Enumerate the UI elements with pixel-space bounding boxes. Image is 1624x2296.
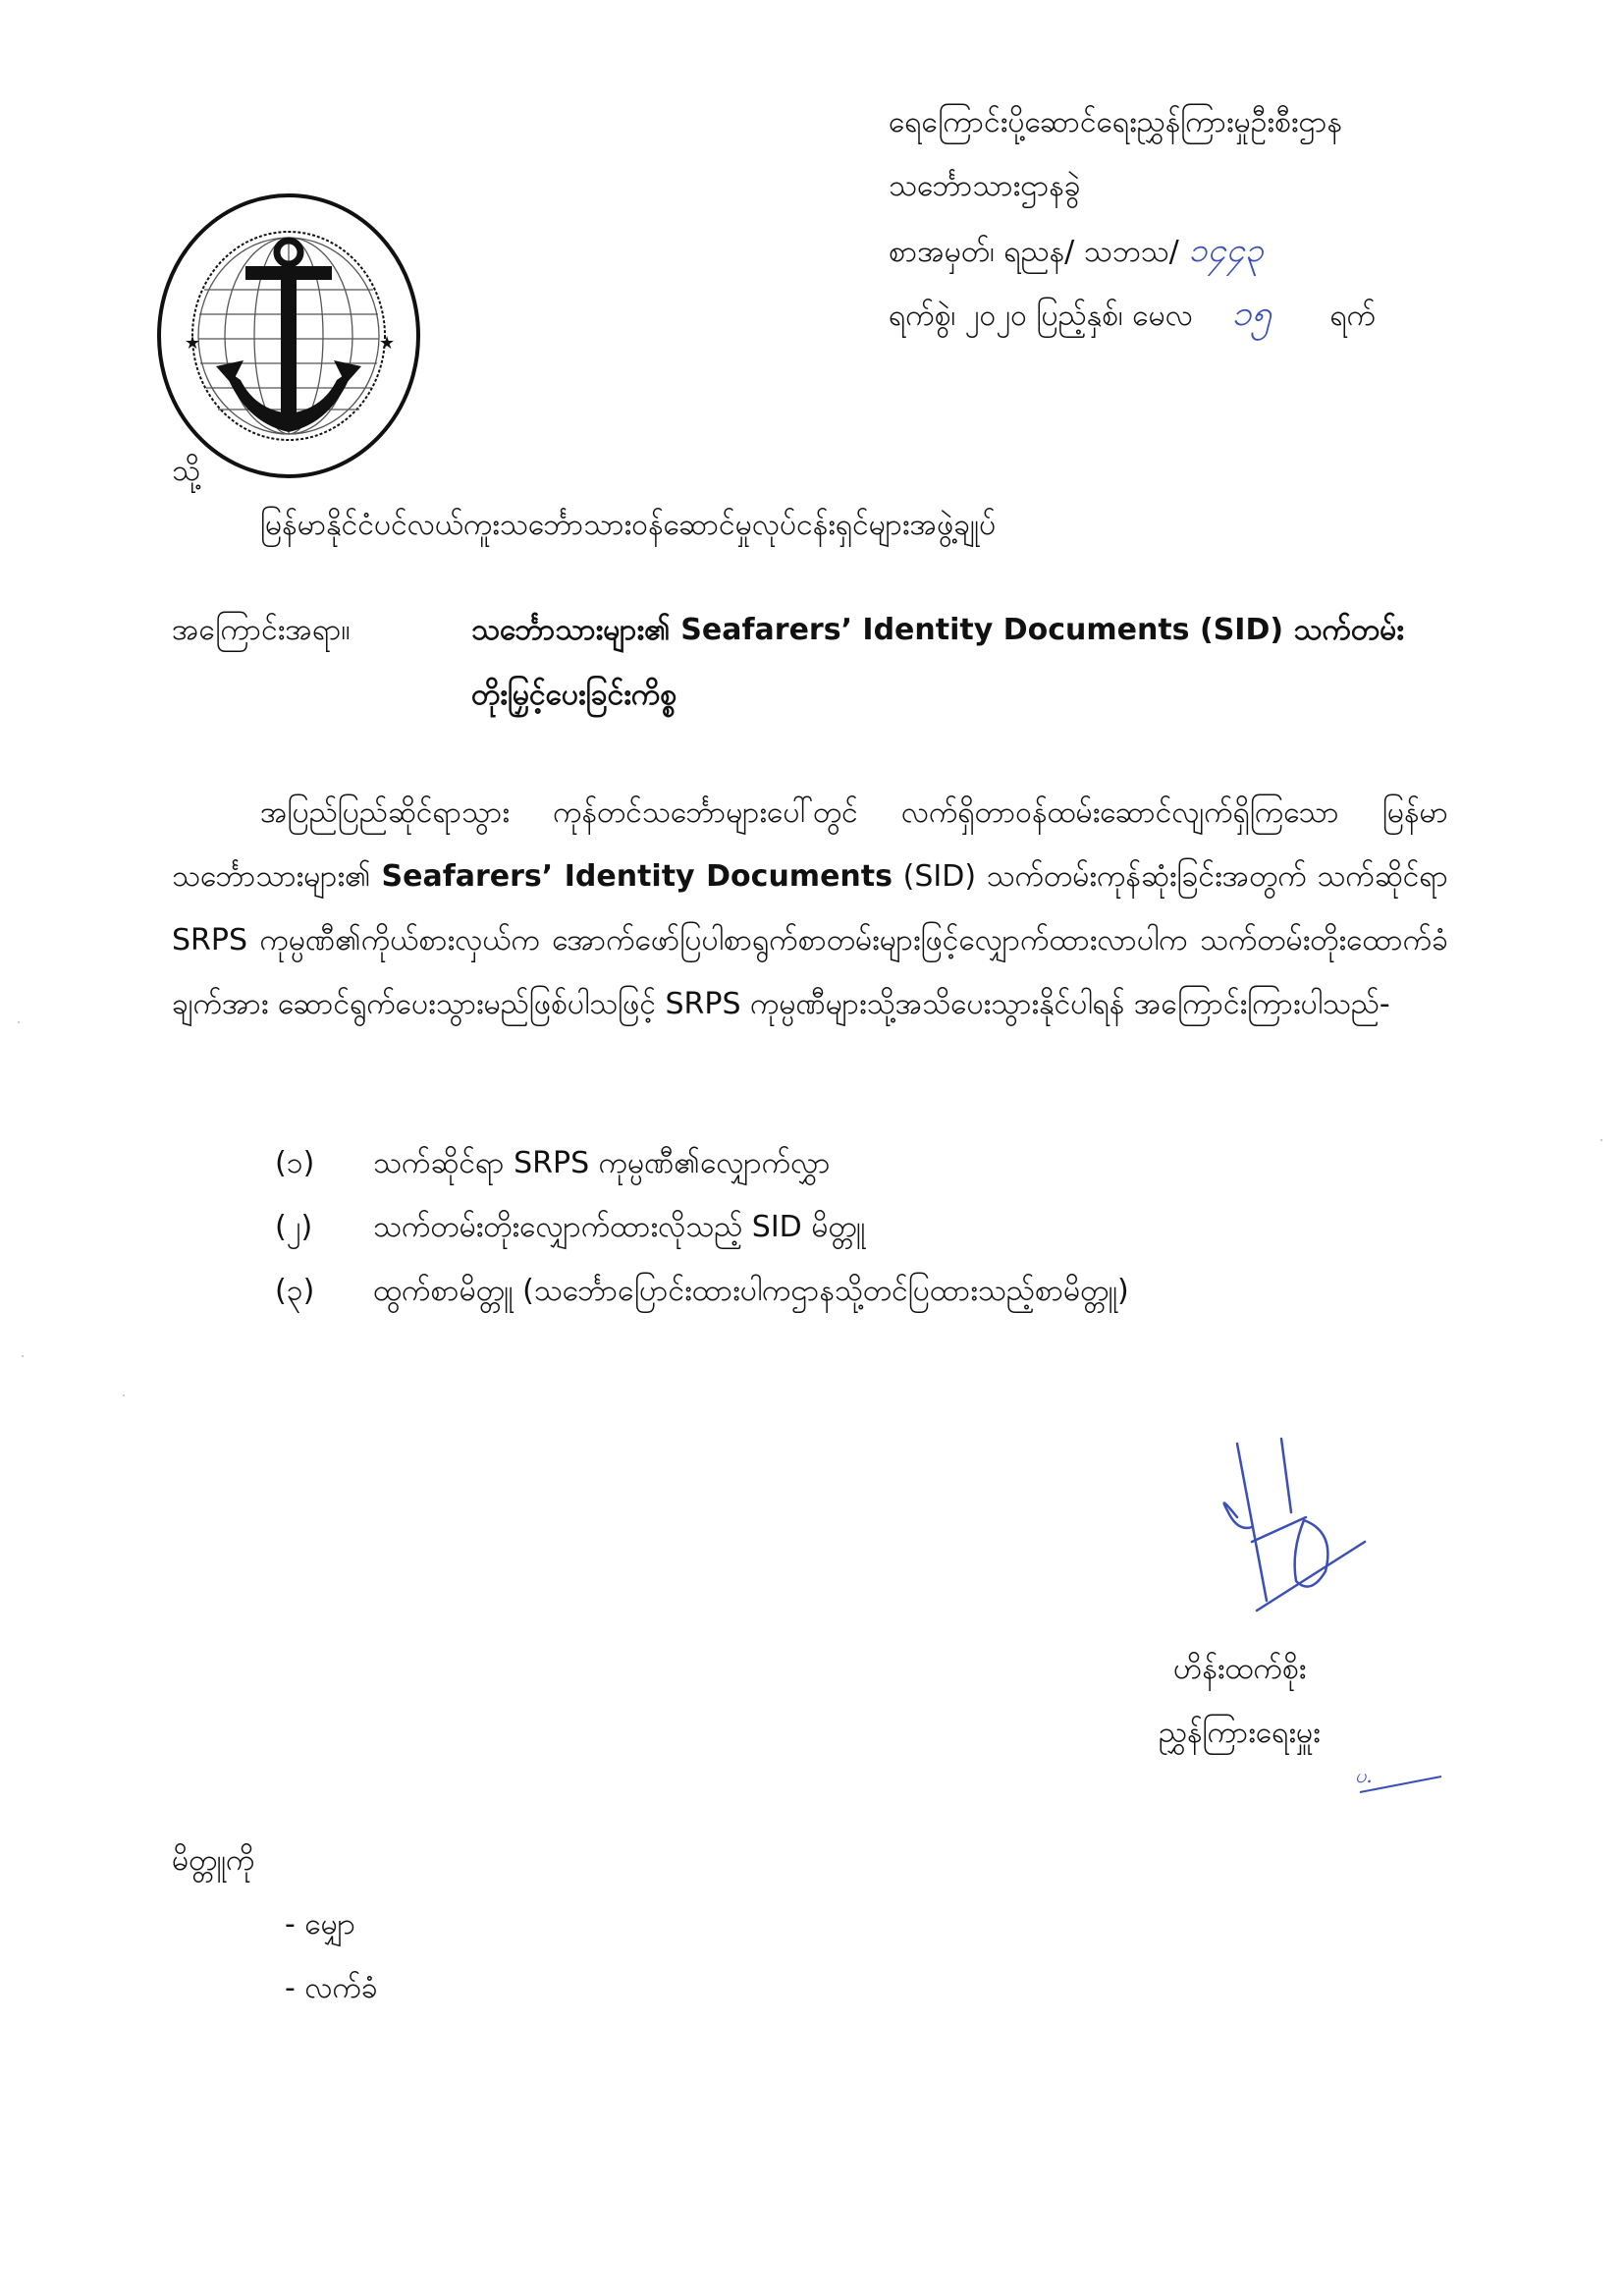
division-name: သင်္ဘောသားဌာနခွဲ [889, 169, 1081, 203]
scan-artifact [1600, 1139, 1602, 1141]
scan-artifact [18, 1021, 20, 1023]
list-item: သက်ဆိုင်ရာ SRPS ကုမ္ပဏီ၏လျှောက်လွှာ [373, 1146, 831, 1180]
signatory-title: ညွှန်ကြားရေးမှူး [1159, 1716, 1321, 1750]
svg-text:★: ★ [379, 333, 396, 354]
date-suffix: ရက် [1329, 299, 1377, 333]
initial-mark [1355, 1763, 1443, 1792]
list-item: ထွက်စာမိတ္တူ (သင်္ဘောပြောင်းထားပါကဌာနသို့တင်ပြထားသည့်စာမိတ္တူ) [373, 1274, 1129, 1308]
department-name: ရေကြောင်းပို့ဆောင်ရေးညွှန်ကြားမှုဦးစီးဌာန [889, 105, 1342, 139]
body-text-1: အပြည်ပြည်ဆိုင်ရာသွား ကုန်တင်သင်္ဘောများပေါ်တွင် လက်ရှိတာဝန်ထမ်းဆောင်လျက်ရှိကြသော မြန်မာသင်္ဘောသားများ၏ [172, 795, 1448, 894]
date-prefix: ရက်စွဲ၊ ၂၀၂၀ ပြည့်နှစ်၊ မေလ [889, 299, 1193, 333]
list-item-number: (၃) [275, 1274, 315, 1308]
copy-item: - မျှော [285, 1907, 356, 1941]
signature [1198, 1434, 1394, 1630]
scan-artifact [22, 1355, 24, 1357]
reference-label: စာအမှတ်၊ ရညန/ သဘသ/ [889, 235, 1179, 269]
subject-line-2: တိုးမြှင့်ပေးခြင်းကိစ္စ [471, 678, 677, 712]
signatory-name: ဟိန်းထက်စိုး [1173, 1652, 1307, 1686]
subject-label: အကြောင်းအရာ။ [172, 613, 351, 647]
letter-date [889, 295, 1376, 336]
list-item: သက်တမ်းတိုးလျှောက်ထားလိုသည့် SID မိတ္တူ [373, 1210, 866, 1244]
list-item-number: (၂) [275, 1210, 313, 1244]
anchor-globe-seal-icon [155, 191, 422, 481]
reference-number-handwritten: ၁၄၄၃ [1188, 231, 1264, 270]
date-day-handwritten: ၁၅ [1231, 294, 1272, 334]
subject-line-1: သင်္ဘောသားများ၏ Seafarers’ Identity Documents (SID) သက်တမ်း [471, 613, 1404, 647]
recipient-name: မြန်မာနိုင်ငံပင်လယ်ကူးသင်္ဘောသားဝန်ဆောင်မှုလုပ်ငန်းရှင်များအဖွဲ့ချုပ် [260, 508, 997, 542]
to-label: သို့ [172, 454, 201, 488]
department-seal-logo [155, 191, 422, 481]
body-paragraph [172, 781, 1448, 1036]
handwritten-signature-icon [1198, 1434, 1394, 1630]
list-item-number: (၁) [275, 1146, 315, 1180]
body-text-sid-bold: Seafarers’ Identity Documents [381, 859, 893, 894]
copy-item: - လက်ခံ [285, 1971, 378, 2005]
svg-text:★: ★ [185, 333, 201, 354]
reference-number [889, 231, 1264, 272]
underline-stroke-icon [1355, 1771, 1443, 1794]
scan-artifact [123, 1394, 125, 1396]
initial-mark-text: ပ. [1355, 1764, 1373, 1787]
copies-label: မိတ္တူကို [172, 1843, 255, 1878]
body-text-2: (SID) သက်တမ်းကုန်ဆုံးခြင်းအတွက် သက်ဆိုင်ရာ SRPS ကုမ္ပဏီ၏ကိုယ်စားလှယ်က အောက်ဖော်ပြပါစာရွက်စာတမ်းများဖြင့်လျှောက်ထားလာပါက သက်တမ်းတိုးထောက်ခံချက်အား ဆောင်ရွက်ပေးသွားမည်ဖြစ်ပါသဖြင့် SRPS ကုမ္ပဏီများသို့အသိပေးသွားနိုင်ပါရန် အကြောင်းကြားပါသည်- [172, 859, 1448, 1021]
